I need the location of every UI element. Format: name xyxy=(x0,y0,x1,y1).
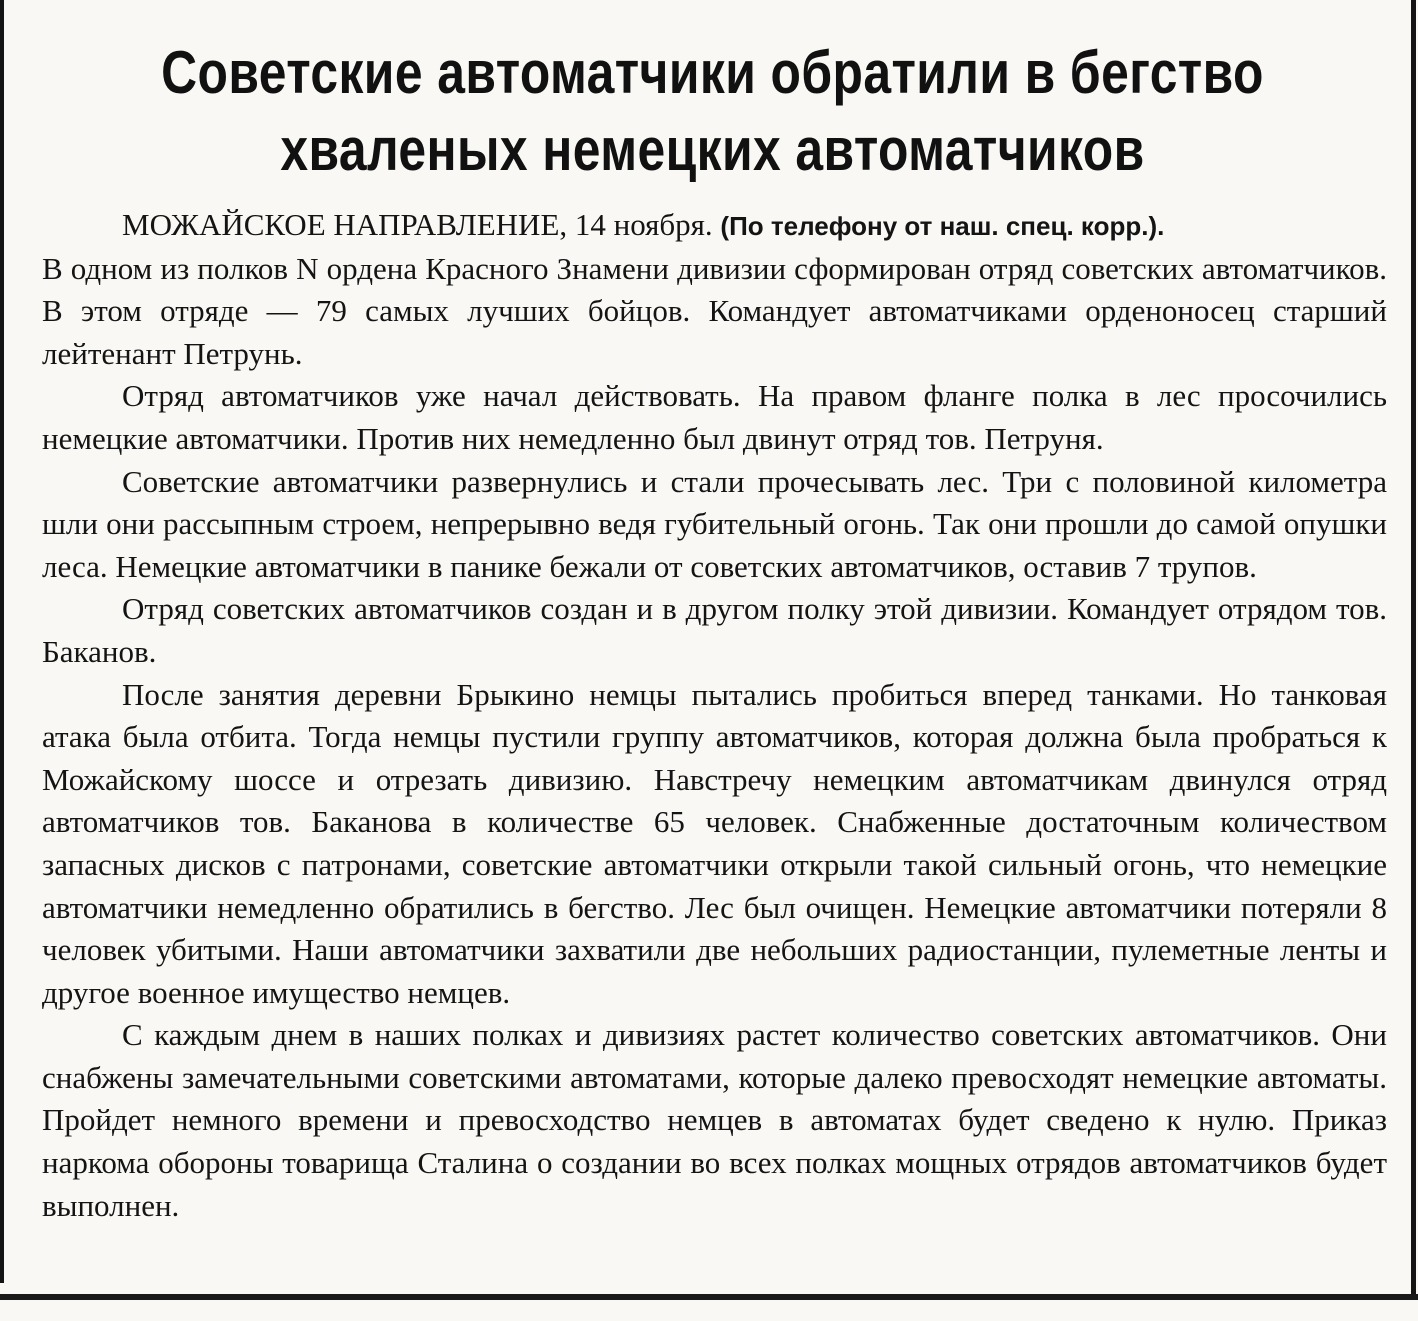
bottom-rule xyxy=(0,1294,1418,1300)
article-headline xyxy=(154,34,1270,188)
article-body xyxy=(42,204,1387,1227)
dateline: МОЖАЙСКОЕ НАПРАВЛЕНИЕ, 14 ноября. xyxy=(122,207,713,242)
headline-line-1: Советские автоматчики обратили в бегство xyxy=(161,39,1264,106)
article-lead xyxy=(42,204,1387,248)
paragraph-1: В одном из полков N ордена Красного Знамени дивизии сформирован отряд советских автоматчиков. В этом отряде — 79 самых лучших бойцов. Командует автоматчиками орденоносец старший лейтенант Петрунь. xyxy=(42,250,1387,371)
paragraph-6: С каждым днем в наших полках и дивизиях растет количество советских автоматчиков. Они снабжены замечательными советскими автоматами, которые далеко превосходят немецкие автоматы. Пройдет немного времени и превосходство немцев в автоматах будет сведено к нулю. Приказ наркома обороны товарища Сталина о создании во всех полках мощных отрядов автоматчиков будет выполнен. xyxy=(42,1017,1387,1223)
headline-line-2: хваленых немецких автоматчиков xyxy=(280,116,1145,183)
paragraph-4: Отряд советских автоматчиков создан и в другом полку этой дивизии. Командует отрядом тов. Баканов. xyxy=(42,591,1387,669)
right-column-rule xyxy=(1411,0,1416,1298)
paragraph-5: После занятия деревни Брыкино немцы пытались пробиться вперед танками. Но танковая атака была отбита. Тогда немцы пустили группу автоматчиков, которая должна была пробраться к Можайскому шоссе и отрезать дивизию. Навстречу немецким автоматчикам двинулся отряд автоматчиков тов. Баканова в количестве 65 человек. Снабженные достаточным количеством запасных дисков с патронами, советские автоматчики открыли такой сильный огонь, что немецкие автоматчики немедленно обратились в бегство. Лес был очищен. Немецкие автоматчики потеряли 8 человек убитыми. Наши автоматчики захватили две небольших радиостанции, пулеметные ленты и другое военное имущество немцев. xyxy=(42,676,1387,1010)
left-column-rule xyxy=(0,0,4,1283)
paragraph-3: Советские автоматчики развернулись и стали прочесывать лес. Три с половиной километра шли они рассыпным строем, непрерывно ведя губительный огонь. Так они прошли до самой опушки леса. Немецкие автоматчики в панике бежали от советских автоматчиков, оставив 7 трупов. xyxy=(42,463,1387,584)
paragraph-2: Отряд автоматчиков уже начал действовать. На правом фланге полка в лес просочились немецкие автоматчики. Против них немедленно был двинут отряд тов. Петруня. xyxy=(42,378,1387,456)
source-credit: (По телефону от наш. спец. корр.). xyxy=(720,211,1165,241)
